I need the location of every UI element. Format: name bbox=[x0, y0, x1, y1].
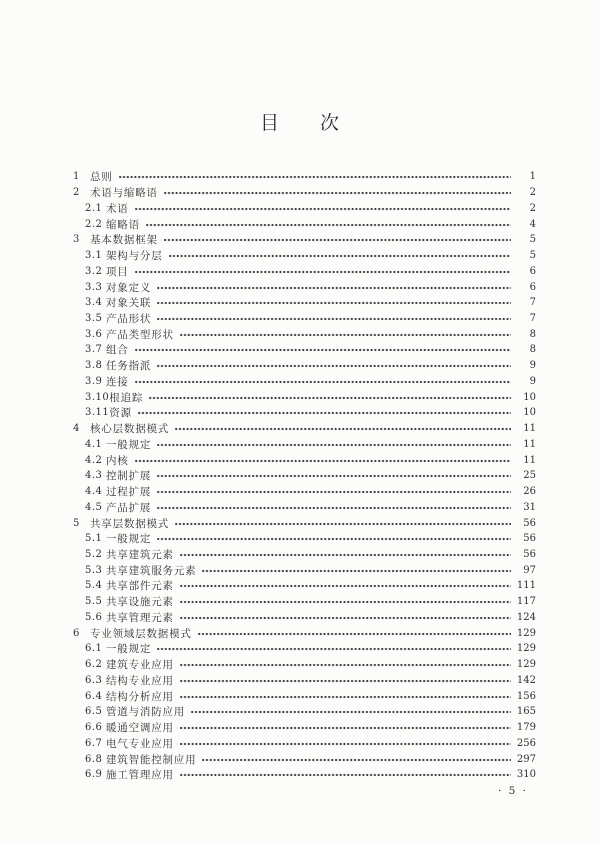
toc-entry-label: 总则 bbox=[90, 171, 113, 184]
toc-dot-leader bbox=[169, 254, 512, 258]
toc-entry-label: 过程扩展 bbox=[106, 486, 152, 499]
toc-entry-page: 10 bbox=[523, 407, 536, 419]
toc-entry bbox=[73, 248, 536, 264]
toc-entry-page: 310 bbox=[516, 769, 536, 781]
toc-dot-leader bbox=[157, 443, 511, 447]
toc-entry bbox=[73, 704, 536, 720]
toc-entry-label: 缩略语 bbox=[106, 218, 140, 231]
toc-entry bbox=[73, 232, 536, 248]
toc-dot-leader bbox=[157, 286, 511, 290]
toc-dot-leader bbox=[164, 191, 511, 195]
toc-entry-page: 11 bbox=[523, 454, 536, 466]
toc-entry-label: 建筑专业应用 bbox=[106, 659, 174, 672]
toc-entry-page: 97 bbox=[523, 564, 536, 576]
toc-dot-leader bbox=[180, 333, 511, 337]
toc-entry-number: 4.2 bbox=[85, 454, 103, 466]
toc-entry-number: 4.5 bbox=[85, 501, 103, 513]
toc-entry bbox=[73, 484, 536, 500]
toc-entry-number: 3.3 bbox=[85, 281, 103, 293]
toc-entry-label: 共享管理元素 bbox=[106, 611, 174, 624]
toc-dot-leader bbox=[164, 238, 511, 242]
toc-entry bbox=[73, 673, 536, 689]
toc-entry-page: 1 bbox=[529, 171, 536, 183]
toc-entry-page: 5 bbox=[529, 234, 536, 246]
toc-entry bbox=[73, 767, 536, 783]
toc-entry-label: 内核 bbox=[106, 454, 129, 467]
toc-entry bbox=[73, 263, 536, 279]
toc-entry-number: 6.5 bbox=[85, 706, 103, 718]
toc-dot-leader bbox=[135, 270, 511, 274]
toc-entry-label: 共享设施元素 bbox=[106, 596, 174, 609]
toc-entry-label: 产品类型形状 bbox=[106, 328, 174, 341]
toc-entry-page: 256 bbox=[516, 737, 536, 749]
toc-entry-label: 根追踪 bbox=[109, 391, 144, 404]
toc-entry bbox=[73, 436, 536, 452]
toc-dot-leader bbox=[157, 474, 511, 478]
toc-entry-number: 1 bbox=[73, 171, 80, 183]
toc-entry-label: 项目 bbox=[106, 265, 129, 278]
toc-entry bbox=[73, 688, 536, 704]
toc-dot-leader bbox=[157, 506, 511, 510]
toc-entry-page: 6 bbox=[529, 265, 536, 277]
toc-entry bbox=[73, 295, 536, 311]
toc-entry bbox=[73, 216, 536, 232]
toc-entry-page: 5 bbox=[529, 250, 536, 262]
toc-dot-leader bbox=[180, 616, 511, 620]
toc-entry-label: 产品形状 bbox=[106, 312, 152, 325]
toc-entry-number: 6.1 bbox=[85, 643, 103, 655]
toc-dot-leader bbox=[180, 553, 511, 557]
toc-entry-label: 建筑智能控制应用 bbox=[106, 753, 197, 766]
toc-dot-leader bbox=[180, 726, 511, 730]
toc-entry-number: 2.1 bbox=[85, 202, 103, 214]
toc-entry-page: 2 bbox=[529, 187, 536, 199]
toc-entry-page: 31 bbox=[523, 501, 536, 513]
toc-dot-leader bbox=[180, 663, 511, 667]
toc-dot-leader bbox=[157, 301, 511, 305]
toc-entry-page: 129 bbox=[516, 627, 536, 639]
toc-entry-page: 165 bbox=[516, 706, 536, 718]
toc-entry-page: 7 bbox=[529, 297, 536, 309]
toc-entry bbox=[73, 515, 536, 531]
toc-entry bbox=[73, 185, 536, 201]
toc-entry bbox=[73, 326, 536, 342]
page-number-footer: · 5 · bbox=[497, 785, 528, 797]
toc-entry-label: 共享建筑元素 bbox=[106, 548, 174, 561]
toc-entry-number: 4.3 bbox=[85, 470, 103, 482]
toc-entry-page: 4 bbox=[529, 218, 536, 230]
toc-entry bbox=[73, 547, 536, 563]
toc-dot-leader bbox=[135, 380, 511, 384]
toc-dot-leader bbox=[202, 569, 511, 573]
toc-entry bbox=[73, 751, 536, 767]
toc-entry-label: 共享层数据模式 bbox=[90, 517, 170, 530]
toc-list bbox=[73, 169, 536, 783]
toc-entry bbox=[73, 374, 536, 390]
toc-entry-label: 施工管理应用 bbox=[106, 769, 174, 782]
toc-entry-label: 术语 bbox=[106, 202, 129, 215]
toc-entry-number: 3.9 bbox=[85, 375, 103, 387]
toc-entry-page: 297 bbox=[516, 753, 536, 765]
toc-entry-label: 管道与消防应用 bbox=[106, 706, 186, 719]
toc-entry-page: 8 bbox=[529, 344, 536, 356]
toc-entry-label: 连接 bbox=[106, 375, 129, 388]
toc-entry bbox=[73, 342, 536, 358]
toc-entry-number: 4.4 bbox=[85, 486, 103, 498]
toc-entry-number: 6.8 bbox=[85, 753, 103, 765]
toc-entry bbox=[73, 578, 536, 594]
toc-entry-page: 129 bbox=[516, 659, 536, 671]
toc-entry-page: 7 bbox=[529, 312, 536, 324]
toc-entry bbox=[73, 169, 536, 185]
toc-entry bbox=[73, 311, 536, 327]
toc-dot-leader bbox=[198, 632, 511, 636]
toc-entry bbox=[73, 358, 536, 374]
toc-entry-label: 暖通空调应用 bbox=[106, 722, 174, 735]
toc-dot-leader bbox=[180, 695, 511, 699]
toc-entry-number: 6.4 bbox=[85, 690, 103, 702]
toc-entry-page: 56 bbox=[523, 517, 536, 529]
toc-entry-number: 5.2 bbox=[85, 548, 103, 560]
toc-entry-page: 129 bbox=[516, 643, 536, 655]
toc-entry-label: 架构与分层 bbox=[106, 250, 163, 263]
toc-entry-number: 6.6 bbox=[85, 722, 103, 734]
toc-dot-leader bbox=[138, 411, 511, 415]
toc-entry-number: 5.6 bbox=[85, 611, 103, 623]
toc-entry-number: 4.1 bbox=[85, 438, 103, 450]
toc-entry-number: 6.3 bbox=[85, 674, 103, 686]
toc-dot-leader bbox=[180, 773, 511, 777]
toc-entry bbox=[73, 562, 536, 578]
toc-entry-page: 25 bbox=[523, 470, 536, 482]
toc-entry-number: 6.7 bbox=[85, 737, 103, 749]
toc-dot-leader bbox=[157, 647, 511, 651]
toc-dot-leader bbox=[180, 584, 511, 588]
toc-entry bbox=[73, 200, 536, 216]
toc-entry-label: 结构专业应用 bbox=[106, 674, 174, 687]
toc-entry-label: 控制扩展 bbox=[106, 470, 152, 483]
toc-entry-number: 5 bbox=[73, 517, 80, 529]
toc-entry bbox=[73, 468, 536, 484]
toc-entry bbox=[73, 610, 536, 626]
toc-dot-leader bbox=[180, 742, 511, 746]
toc-dot-leader bbox=[149, 396, 511, 400]
toc-entry-label: 核心层数据模式 bbox=[90, 423, 170, 436]
toc-entry bbox=[73, 499, 536, 515]
toc-entry-label: 结构分析应用 bbox=[106, 690, 174, 703]
toc-dot-leader bbox=[135, 459, 511, 463]
toc-dot-leader bbox=[135, 207, 511, 211]
toc-entry-number: 3.1 bbox=[85, 250, 103, 262]
toc-dot-leader bbox=[175, 427, 511, 431]
toc-dot-leader bbox=[157, 364, 511, 368]
toc-entry-label: 组合 bbox=[106, 344, 129, 357]
toc-entry-number: 5.5 bbox=[85, 596, 103, 608]
toc-entry-number: 3.8 bbox=[85, 360, 103, 372]
toc-entry-page: 156 bbox=[516, 690, 536, 702]
toc-entry-label: 对象定义 bbox=[106, 281, 152, 294]
toc-entry-number: 5.4 bbox=[85, 580, 103, 592]
toc-entry-label: 共享建筑服务元素 bbox=[106, 564, 197, 577]
toc-entry-label: 基本数据框架 bbox=[90, 234, 158, 247]
toc-entry-number: 6.2 bbox=[85, 659, 103, 671]
toc-entry bbox=[73, 625, 536, 641]
toc-entry-label: 一般规定 bbox=[106, 643, 152, 656]
toc-entry-label: 电气专业应用 bbox=[106, 737, 174, 750]
toc-entry-page: 124 bbox=[516, 611, 536, 623]
toc-entry-label: 术语与缩略语 bbox=[90, 187, 158, 200]
toc-entry-number: 3.2 bbox=[85, 265, 103, 277]
toc-entry bbox=[73, 531, 536, 547]
toc-entry-page: 11 bbox=[523, 423, 536, 435]
toc-entry-number: 6 bbox=[73, 627, 80, 639]
toc-entry-number: 4 bbox=[73, 423, 80, 435]
toc-entry-number: 6.9 bbox=[85, 769, 103, 781]
toc-entry-page: 2 bbox=[529, 202, 536, 214]
toc-entry-number: 3.6 bbox=[85, 328, 103, 340]
toc-entry-number: 3 bbox=[73, 234, 80, 246]
toc-entry bbox=[73, 421, 536, 437]
toc-entry-page: 8 bbox=[529, 328, 536, 340]
toc-entry-label: 产品扩展 bbox=[106, 501, 152, 514]
toc-entry-number: 2 bbox=[73, 187, 80, 199]
toc-entry-number: 3.4 bbox=[85, 297, 103, 309]
toc-entry-number: 3.11 bbox=[85, 407, 110, 419]
toc-entry-page: 6 bbox=[529, 281, 536, 293]
toc-entry-page: 179 bbox=[516, 722, 536, 734]
page-title: 目 次 bbox=[259, 112, 340, 134]
toc-entry-page: 111 bbox=[516, 580, 536, 592]
toc-entry bbox=[73, 720, 536, 736]
toc-entry-page: 9 bbox=[529, 375, 536, 387]
toc-entry bbox=[73, 641, 536, 657]
toc-dot-leader bbox=[146, 223, 511, 227]
toc-dot-leader bbox=[180, 600, 511, 604]
toc-entry-page: 11 bbox=[523, 438, 536, 450]
toc-entry-number: 3.7 bbox=[85, 344, 103, 356]
toc-entry-label: 专业领域层数据模式 bbox=[90, 627, 192, 640]
toc-entry-label: 对象关联 bbox=[106, 297, 152, 310]
toc-dot-leader bbox=[157, 490, 511, 494]
toc-dot-leader bbox=[157, 537, 511, 541]
toc-entry-label: 资源 bbox=[109, 407, 132, 420]
toc-entry-page: 142 bbox=[516, 674, 536, 686]
toc-entry-number: 3.5 bbox=[85, 312, 103, 324]
toc-entry bbox=[73, 594, 536, 610]
toc-dot-leader bbox=[191, 710, 511, 714]
toc-entry bbox=[73, 657, 536, 673]
toc-entry-label: 一般规定 bbox=[106, 438, 152, 451]
toc-entry-page: 56 bbox=[523, 548, 536, 560]
toc-dot-leader bbox=[157, 317, 511, 321]
toc-entry bbox=[73, 735, 536, 751]
toc-entry bbox=[73, 452, 536, 468]
toc-entry-label: 任务指派 bbox=[106, 360, 152, 373]
toc-entry-page: 10 bbox=[523, 391, 536, 403]
toc-dot-leader bbox=[119, 175, 511, 179]
toc-entry-page: 117 bbox=[516, 596, 536, 608]
toc-entry-page: 56 bbox=[523, 533, 536, 545]
toc-entry-page: 26 bbox=[523, 486, 536, 498]
toc-entry-number: 5.1 bbox=[85, 533, 103, 545]
toc-entry-number: 3.10 bbox=[85, 391, 110, 403]
toc-entry-label: 一般规定 bbox=[106, 533, 152, 546]
toc-entry-label: 共享部件元素 bbox=[106, 580, 174, 593]
toc-entry-page: 9 bbox=[529, 360, 536, 372]
toc-dot-leader bbox=[175, 522, 511, 526]
toc-entry-number: 2.2 bbox=[85, 218, 103, 230]
toc-entry bbox=[73, 279, 536, 295]
toc-dot-leader bbox=[135, 348, 511, 352]
toc-dot-leader bbox=[180, 679, 511, 683]
toc-entry bbox=[73, 405, 536, 421]
toc-entry-number: 5.3 bbox=[85, 564, 103, 576]
toc-dot-leader bbox=[202, 758, 511, 762]
toc-entry bbox=[73, 389, 536, 405]
